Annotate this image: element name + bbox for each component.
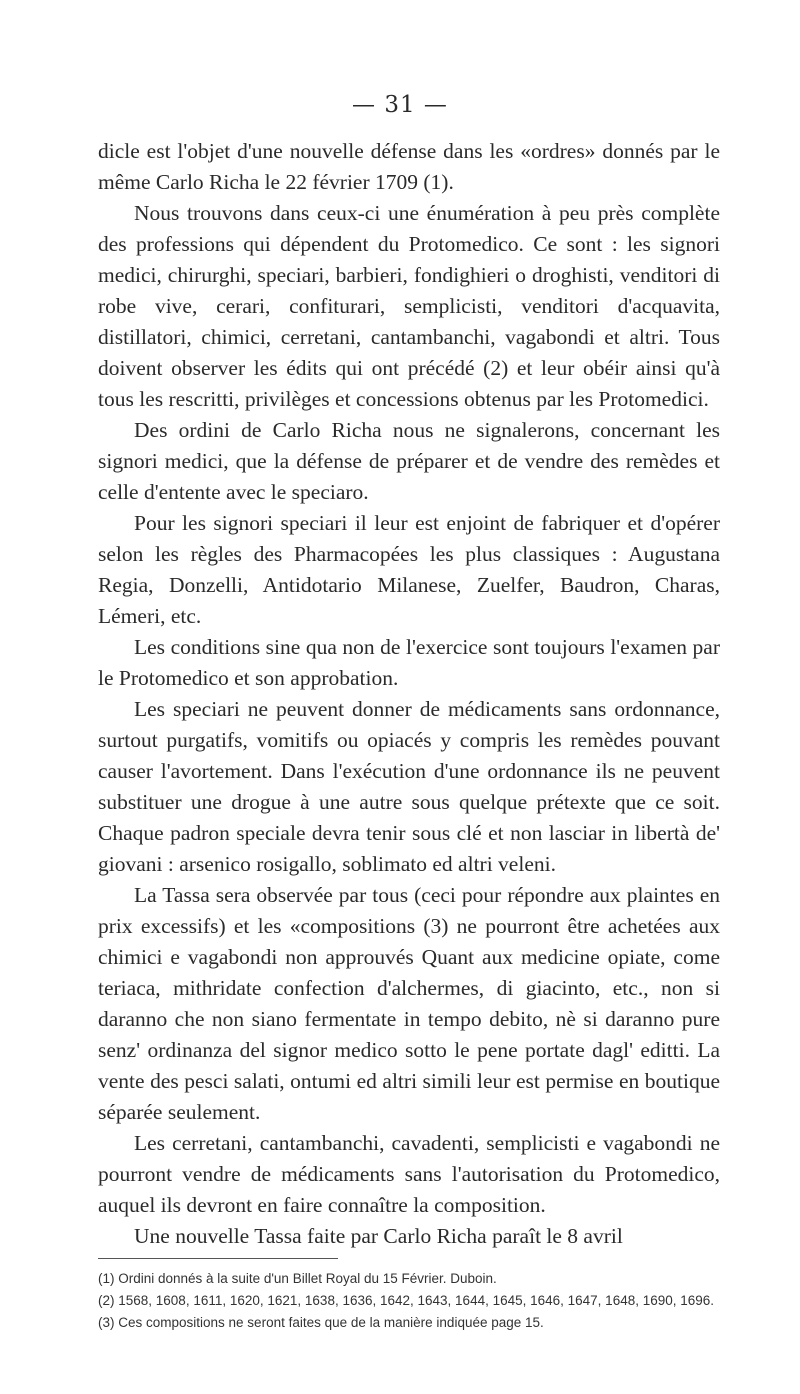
paragraph-3: Des ordini de Carlo Richa nous ne signalerons, concernant les signori medici, que la défense de préparer et de vendre des remèdes et celle d'entente avec le speciaro. — [98, 418, 720, 504]
paragraph-6: Les speciari ne peuvent donner de médicaments sans ordonnance, surtout purgatifs, vomitifs ou opiacés y compris les remèdes pouvant causer l'avortement. Dans l'exécution d'une ordonnance ils ne peuvent substituer une drogue à une autre sous quelque prétexte que ce soit. Chaque padron speciale devra tenir sous clé et non lasciar in libertà de' giovani : arsenico rosigallo, soblimato ed altri veleni. — [98, 697, 720, 876]
footnote-2: (2) 1568, 1608, 1611, 1620, 1621, 1638, 1636, 1642, 1643, 1644, 1645, 1646, 1647, 1648, 1690, 1696. — [98, 1293, 715, 1308]
paragraph-7: La Tassa sera observée par tous (ceci pour répondre aux plaintes en prix excessifs) et les «compositions (3) ne pourront être achetées aux chimici e vagabondi non approuvés Quant aux medicine opiate, come teriaca, mithridate confection d'alchermes, di giacinto, etc., non si daranno che non siano fermentate in tempo debito, nè si daranno pure senz' ordinanza del signor medico sotto le pene portate dagl' editti. La vente des pesci salati, ontumi ed altri simili leur est permise en boutique séparée seulement. — [98, 883, 720, 1124]
footnotes — [98, 1268, 724, 1334]
footnote-3: (3) Ces compositions ne seront faites que de la manière indiquée page 15. — [98, 1315, 544, 1330]
paragraph-8: Les cerretani, cantambanchi, cavadenti, semplicisti e vagabondi ne pourront vendre de médicaments sans l'autorisation du Protomedico, auquel ils devront en faire connaître la composition. — [98, 1131, 720, 1217]
paragraph-2: Nous trouvons dans ceux-ci une énumération à peu près complète des professions qui dépendent du Protomedico. Ce sont : les signori medici, chirurghi, speciari, barbieri, fondighieri o droghisti, venditori di robe vive, cerari, confiturari, semplicisti, venditori d'acquavita, distillatori, chimici, cerretani, cantambanchi, vagabondi et altri. Tous doivent observer les édits qui ont précédé (2) et leur obéir ainsi qu'à tous les rescritti, privilèges et concessions obtenus par les Protomedici. — [98, 201, 720, 411]
page-number: — 31 — — [352, 92, 448, 118]
footnote-divider — [98, 1258, 338, 1259]
paragraph-5: Les conditions sine qua non de l'exercice sont toujours l'examen par le Protomedico et son approbation. — [98, 635, 720, 690]
footnote-1: (1) Ordini donnés à la suite d'un Billet Royal du 15 Février. Duboin. — [98, 1271, 497, 1286]
paragraph-4: Pour les signori speciari il leur est enjoint de fabriquer et d'opérer selon les règles des Pharmacopées les plus classiques : Augustana Regia, Donzelli, Antidotario Milanese, Zuelfer, Baudron, Charas, Lémeri, etc. — [98, 511, 720, 628]
paragraph-1: dicle est l'objet d'une nouvelle défense dans les «ordres» donnés par le même Carlo Richa le 22 février 1709 (1). — [98, 139, 720, 194]
paragraph-9: Une nouvelle Tassa faite par Carlo Richa paraît le 8 avril — [134, 1224, 623, 1248]
body-text — [98, 136, 720, 1252]
